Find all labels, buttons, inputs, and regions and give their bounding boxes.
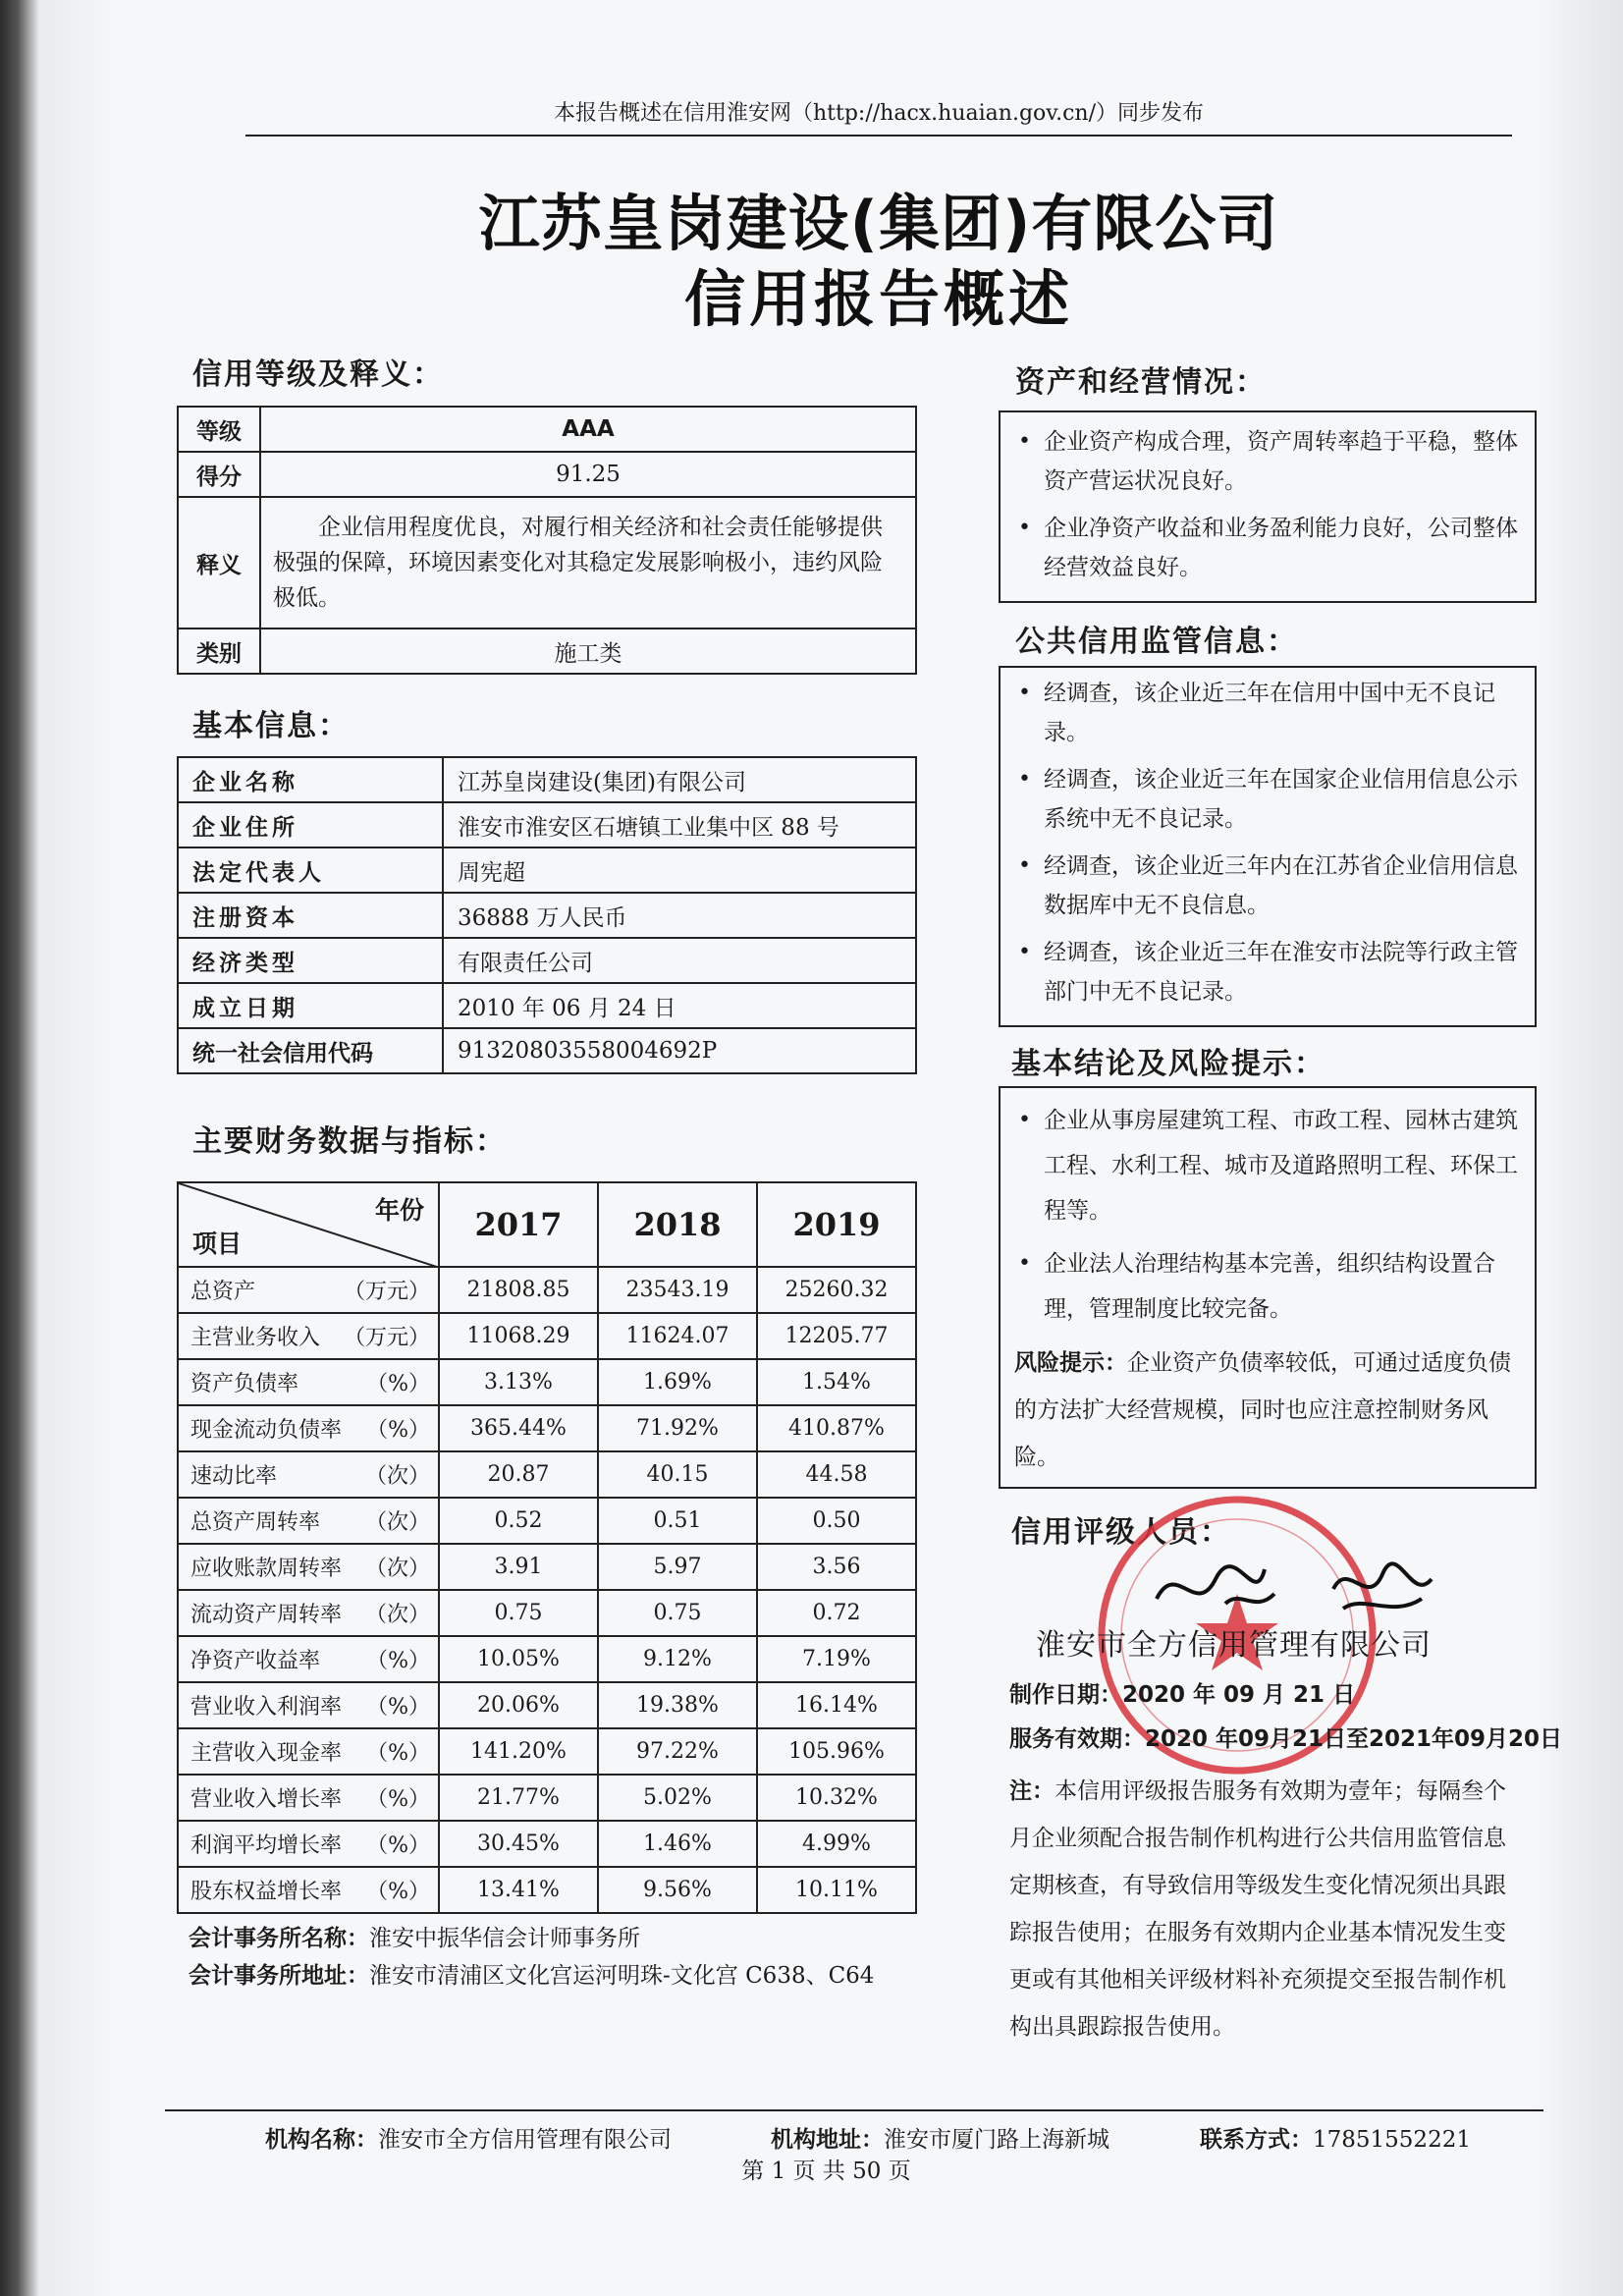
finance-value-2017: 141.20% bbox=[439, 1728, 598, 1775]
page-number: 第 1 页 共 50 页 bbox=[741, 2159, 911, 2184]
finance-value-2018: 9.12% bbox=[598, 1636, 757, 1682]
finance-value-2018: 19.38% bbox=[598, 1682, 757, 1728]
finance-item-name: 现金流动负债率 bbox=[190, 1418, 343, 1443]
rater-note-text: 本信用评级报告服务有效期为壹年；每隔叁个月企业须配合报告制作机构进行公共信用监管信息定期核查，有导致信用等级发生变化情况须出具跟踪报告使用；在服务有效期内企业基本情况发生变更或有其他相关评级材料补充须提交至报告制作机构出具跟踪报告使用。 bbox=[1009, 1778, 1506, 2040]
finance-value-2019: 410.87% bbox=[757, 1405, 916, 1451]
header-rule bbox=[245, 135, 1512, 137]
finance-value-2017: 3.13% bbox=[439, 1359, 598, 1405]
finance-item-name: 股东权益增长率 bbox=[190, 1880, 343, 1904]
finance-item-cell bbox=[178, 1775, 439, 1821]
finance-item-unit: （%） bbox=[366, 1880, 430, 1904]
basic-info-value: 淮安市淮安区石塘镇工业集中区 88 号 bbox=[443, 802, 916, 847]
finance-row bbox=[178, 1544, 916, 1590]
public-item: • 经调查，该企业近三年内在江苏省企业信用信息数据库中无不良信息。 bbox=[1014, 847, 1521, 925]
basic-info-label: 注册资本 bbox=[178, 893, 443, 938]
conclusion-box bbox=[999, 1086, 1537, 1489]
finance-item-name: 应收账款周转率 bbox=[190, 1557, 343, 1581]
finance-value-2018: 5.97 bbox=[598, 1544, 757, 1590]
finance-value-2018: 23543.19 bbox=[598, 1267, 757, 1313]
rater-validity: 2020 年09月21日至2021年09月20日 bbox=[1145, 1726, 1563, 1752]
finance-value-2018: 0.75 bbox=[598, 1590, 757, 1636]
rater-org: 淮安市全方信用管理有限公司 bbox=[1036, 1628, 1432, 1663]
basic-info-label: 成立日期 bbox=[178, 983, 443, 1028]
finance-item-cell bbox=[178, 1636, 439, 1682]
finance-value-2019: 44.58 bbox=[757, 1451, 916, 1498]
finance-value-2017: 20.87 bbox=[439, 1451, 598, 1498]
finance-row bbox=[178, 1451, 916, 1498]
finance-item-unit: （次） bbox=[364, 1464, 430, 1489]
finance-item-cell bbox=[178, 1267, 439, 1313]
finance-value-2019: 3.56 bbox=[757, 1544, 916, 1590]
finance-value-2017: 10.05% bbox=[439, 1636, 598, 1682]
finance-value-2017: 0.75 bbox=[439, 1590, 598, 1636]
footer-addr-label: 机构地址： bbox=[771, 2127, 884, 2153]
accounting-name: 淮安中振华信会计师事务所 bbox=[369, 1926, 640, 1951]
basic-info-row bbox=[178, 893, 916, 938]
accounting-addr: 淮安市清浦区文化宫运河明珠-文化宫 C638、C64 bbox=[369, 1963, 875, 1989]
finance-item-unit: （%） bbox=[366, 1418, 430, 1443]
rater-date-label: 制作日期： bbox=[1009, 1682, 1122, 1708]
finance-item-cell bbox=[178, 1590, 439, 1636]
basic-info-value: 36888 万人民币 bbox=[443, 893, 916, 938]
finance-value-2019: 25260.32 bbox=[757, 1267, 916, 1313]
finance-row bbox=[178, 1313, 916, 1359]
public-box bbox=[999, 666, 1537, 1027]
finance-value-2018: 5.02% bbox=[598, 1775, 757, 1821]
basic-info-label: 企业名称 bbox=[178, 757, 443, 802]
finance-value-2018: 9.56% bbox=[598, 1867, 757, 1913]
finance-item-unit: （万元） bbox=[343, 1280, 430, 1304]
finance-item-cell bbox=[178, 1405, 439, 1451]
finance-item-unit: （万元） bbox=[343, 1326, 430, 1350]
category-value: 施工类 bbox=[260, 629, 916, 674]
finance-item-unit: （%） bbox=[366, 1649, 430, 1673]
basic-info-row bbox=[178, 802, 916, 847]
basic-info-value: 2010 年 06 月 24 日 bbox=[443, 983, 916, 1028]
finance-item-unit: （%） bbox=[366, 1695, 430, 1720]
finance-row bbox=[178, 1636, 916, 1682]
title-company: 江苏皇岗建设(集团)有限公司 bbox=[478, 188, 1279, 259]
finance-item-name: 净资产收益率 bbox=[190, 1649, 321, 1673]
basic-info-row bbox=[178, 938, 916, 983]
basic-info-value: 江苏皇岗建设(集团)有限公司 bbox=[443, 757, 916, 802]
finance-value-2019: 16.14% bbox=[757, 1682, 916, 1728]
basic-info-row bbox=[178, 847, 916, 893]
finance-value-2017: 365.44% bbox=[439, 1405, 598, 1451]
finance-item-name: 主营业务收入 bbox=[190, 1326, 321, 1350]
footer-org-value: 淮安市全方信用管理有限公司 bbox=[378, 2127, 672, 2153]
basic-info-row bbox=[178, 1028, 916, 1073]
finance-value-2017: 3.91 bbox=[439, 1544, 598, 1590]
finance-row bbox=[178, 1405, 916, 1451]
finance-item-cell bbox=[178, 1867, 439, 1913]
finance-item-unit: （次） bbox=[364, 1557, 430, 1581]
basic-info-value: 91320803558004692P bbox=[443, 1028, 916, 1073]
public-item: • 经调查，该企业近三年在信用中国中无不良记录。 bbox=[1014, 674, 1521, 752]
finance-corner-cell bbox=[178, 1182, 439, 1267]
finance-section-title: 主要财务数据与指标： bbox=[192, 1124, 507, 1159]
accounting-addr-line bbox=[189, 1957, 874, 1990]
finance-item-cell bbox=[178, 1498, 439, 1544]
finance-value-2017: 21.77% bbox=[439, 1775, 598, 1821]
finance-value-2018: 11624.07 bbox=[598, 1313, 757, 1359]
accounting-name-label: 会计事务所名称： bbox=[189, 1926, 369, 1951]
finance-value-2018: 1.46% bbox=[598, 1821, 757, 1867]
finance-value-2018: 40.15 bbox=[598, 1451, 757, 1498]
finance-item-unit: （%） bbox=[366, 1787, 430, 1812]
signature-icon bbox=[1147, 1550, 1441, 1628]
conclusion-section-title: 基本结论及风险提示： bbox=[1011, 1047, 1325, 1081]
finance-value-2019: 12205.77 bbox=[757, 1313, 916, 1359]
finance-row bbox=[178, 1728, 916, 1775]
basic-info-table bbox=[177, 756, 917, 1074]
footer-contact-value: 17851552221 bbox=[1313, 2127, 1471, 2153]
finance-item-cell bbox=[178, 1821, 439, 1867]
risk-text: 企业资产负债率较低，可通过适度负债的方法扩大经营规模，同时也应注意控制财务风险。 bbox=[1014, 1350, 1511, 1470]
finance-item-name: 流动资产周转率 bbox=[190, 1603, 343, 1627]
finance-item-cell bbox=[178, 1728, 439, 1775]
finance-value-2017: 13.41% bbox=[439, 1867, 598, 1913]
year-2018: 2018 bbox=[598, 1182, 757, 1267]
basic-section-title: 基本信息： bbox=[192, 709, 350, 743]
finance-item-name: 主营收入现金率 bbox=[190, 1741, 343, 1766]
finance-item-unit: （%） bbox=[366, 1833, 430, 1858]
finance-item-name: 营业收入增长率 bbox=[190, 1787, 343, 1812]
score-value: 91.25 bbox=[260, 452, 916, 497]
accounting-name-line bbox=[189, 1920, 640, 1952]
footer-contact bbox=[1200, 2121, 1471, 2154]
public-item: • 经调查，该企业近三年在国家企业信用信息公示系统中无不良记录。 bbox=[1014, 760, 1521, 839]
finance-value-2018: 97.22% bbox=[598, 1728, 757, 1775]
finance-value-2018: 0.51 bbox=[598, 1498, 757, 1544]
conclusion-item: • 企业从事房屋建筑工程、市政工程、园林古建筑工程、水利工程、城市及道路照明工程、环保工程等。 bbox=[1014, 1098, 1521, 1233]
basic-info-label: 企业住所 bbox=[178, 802, 443, 847]
assets-item: • 企业资产构成合理，资产周转率趋于平稳，整体资产营运状况良好。 bbox=[1014, 422, 1521, 501]
footer-contact-label: 联系方式： bbox=[1200, 2127, 1313, 2153]
rater-section-title: 信用评级人员： bbox=[1011, 1515, 1231, 1550]
corner-item-label: 项目 bbox=[192, 1230, 243, 1258]
finance-item-unit: （%） bbox=[366, 1741, 430, 1766]
explanation-text: 企业信用程度优良，对履行相关经济和社会责任能够提供极强的保障，环境因素变化对其稳定发展影响极小，违约风险极低。 bbox=[260, 497, 916, 629]
rater-validity-line bbox=[1009, 1721, 1562, 1753]
public-item: • 经调查，该企业近三年在淮安市法院等行政主管部门中无不良记录。 bbox=[1014, 933, 1521, 1011]
basic-info-row bbox=[178, 757, 916, 802]
rating-table bbox=[177, 406, 917, 675]
finance-row bbox=[178, 1867, 916, 1913]
finance-item-name: 速动比率 bbox=[190, 1464, 278, 1489]
finance-item-cell bbox=[178, 1544, 439, 1590]
grade-label: 等级 bbox=[178, 407, 260, 452]
finance-item-cell bbox=[178, 1359, 439, 1405]
year-2019: 2019 bbox=[757, 1182, 916, 1267]
finance-value-2017: 0.52 bbox=[439, 1498, 598, 1544]
finance-item-cell bbox=[178, 1313, 439, 1359]
header-note: 本报告概述在信用淮安网（http://hacx.huaian.gov.cn/）同步发布 bbox=[554, 101, 1204, 126]
finance-item-name: 资产负债率 bbox=[190, 1372, 299, 1396]
finance-value-2019: 0.50 bbox=[757, 1498, 916, 1544]
footer-addr-value: 淮安市厦门路上海新城 bbox=[884, 2127, 1109, 2153]
basic-info-row bbox=[178, 983, 916, 1028]
finance-item-unit: （%） bbox=[366, 1372, 430, 1396]
finance-value-2018: 71.92% bbox=[598, 1405, 757, 1451]
finance-row bbox=[178, 1682, 916, 1728]
finance-value-2017: 30.45% bbox=[439, 1821, 598, 1867]
finance-value-2019: 4.99% bbox=[757, 1821, 916, 1867]
finance-row bbox=[178, 1821, 916, 1867]
finance-row bbox=[178, 1775, 916, 1821]
assets-item: • 企业净资产收益和业务盈利能力良好，公司整体经营效益良好。 bbox=[1014, 509, 1521, 587]
finance-value-2017: 21808.85 bbox=[439, 1267, 598, 1313]
finance-value-2019: 10.11% bbox=[757, 1867, 916, 1913]
basic-info-value: 周宪超 bbox=[443, 847, 916, 893]
category-label: 类别 bbox=[178, 629, 260, 674]
finance-value-2017: 20.06% bbox=[439, 1682, 598, 1728]
conclusion-item: • 企业法人治理结构基本完善，组织结构设置合理，管理制度比较完备。 bbox=[1014, 1241, 1521, 1332]
finance-item-name: 总资产周转率 bbox=[190, 1510, 321, 1535]
finance-row bbox=[178, 1498, 916, 1544]
rater-date-line bbox=[1009, 1676, 1355, 1709]
score-label: 得分 bbox=[178, 452, 260, 497]
footer-rule bbox=[165, 2109, 1543, 2111]
rating-section-title: 信用等级及释义： bbox=[192, 357, 444, 392]
rater-note bbox=[1009, 1768, 1528, 2050]
finance-value-2017: 11068.29 bbox=[439, 1313, 598, 1359]
rater-validity-label: 服务有效期： bbox=[1009, 1726, 1145, 1752]
basic-info-label: 统一社会信用代码 bbox=[178, 1028, 443, 1073]
finance-item-cell bbox=[178, 1451, 439, 1498]
finance-item-unit: （次） bbox=[364, 1510, 430, 1535]
public-section-title: 公共信用监管信息： bbox=[1015, 625, 1298, 659]
basic-info-label: 法定代表人 bbox=[178, 847, 443, 893]
assets-section-title: 资产和经营情况： bbox=[1015, 365, 1267, 400]
rater-note-label: 注： bbox=[1009, 1778, 1055, 1804]
finance-item-cell bbox=[178, 1682, 439, 1728]
footer-org bbox=[265, 2121, 672, 2154]
finance-item-name: 利润平均增长率 bbox=[190, 1833, 343, 1858]
title-report: 信用报告概述 bbox=[683, 263, 1073, 335]
finance-item-name: 总资产 bbox=[190, 1280, 256, 1304]
assets-box bbox=[999, 410, 1537, 603]
finance-value-2019: 10.32% bbox=[757, 1775, 916, 1821]
finance-row bbox=[178, 1267, 916, 1313]
rater-date: 2020 年 09 月 21 日 bbox=[1122, 1682, 1356, 1708]
grade-value: AAA bbox=[260, 407, 916, 452]
footer-org-label: 机构名称： bbox=[265, 2127, 378, 2153]
finance-value-2019: 0.72 bbox=[757, 1590, 916, 1636]
explanation-label: 释义 bbox=[178, 497, 260, 629]
finance-value-2019: 7.19% bbox=[757, 1636, 916, 1682]
finance-value-2019: 1.54% bbox=[757, 1359, 916, 1405]
finance-value-2018: 1.69% bbox=[598, 1359, 757, 1405]
finance-table bbox=[177, 1181, 917, 1914]
finance-row bbox=[178, 1590, 916, 1636]
risk-note bbox=[1014, 1339, 1521, 1481]
accounting-addr-label: 会计事务所地址： bbox=[189, 1963, 369, 1989]
finance-value-2019: 105.96% bbox=[757, 1728, 916, 1775]
risk-label: 风险提示： bbox=[1014, 1350, 1127, 1376]
finance-item-name: 营业收入利润率 bbox=[190, 1695, 343, 1720]
basic-info-value: 有限责任公司 bbox=[443, 938, 916, 983]
corner-year-label: 年份 bbox=[374, 1196, 424, 1225]
year-2017: 2017 bbox=[439, 1182, 598, 1267]
finance-item-unit: （次） bbox=[364, 1603, 430, 1627]
finance-row bbox=[178, 1359, 916, 1405]
basic-info-label: 经济类型 bbox=[178, 938, 443, 983]
footer-addr bbox=[771, 2121, 1109, 2154]
